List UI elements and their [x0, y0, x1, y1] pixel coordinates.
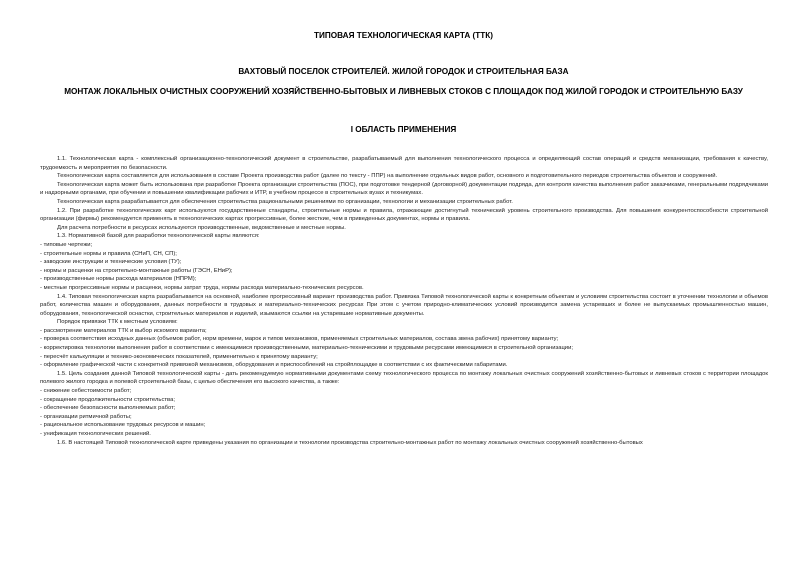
doc-type-heading: ТИПОВАЯ ТЕХНОЛОГИЧЕСКАЯ КАРТА (ТТК)	[314, 31, 493, 40]
list-item: - рассмотрение материалов ТТК и выбор искомого варианта;	[40, 327, 207, 334]
list-item: - сокращение продолжительности строительства;	[40, 396, 175, 403]
paragraph-1-2: 1.2. При разработке технологических карт используются государственные стандарты, строительные нормы и правила, отражающие достигнутый технический уровень строительного производства. Для повышения конкурентоспособности строительной организации (фирмы) рекомендуется применять в технологических картах прогрессивные, более жесткие, чем в приведенных документах, нормы и правила.	[40, 207, 768, 223]
list-item: - заводские инструкции и технические условия (ТУ);	[40, 259, 182, 266]
paragraph-1-5: 1.5. Цель создания данной Типовой технологической карты - дать рекомендуемую нормативными документами схему технологического процесса по монтажу локальных очистных сооружений хозяйственно-бытовых и ливневых стоков с территории площадок полевого жилого городка и полевой строительной базы, с целью обеспечения его высокого качества, а также:	[40, 370, 768, 386]
list-item: - нормы и расценки на строительно-монтажные работы (ГЭСН, ЕНиР);	[40, 267, 233, 274]
paragraph: Технологическая карта разрабатывается для обеспечения строительства рациональными решениями по организации, технологии и механизации строительных работ.	[57, 198, 513, 205]
list-item: - организации ритмичной работы;	[40, 413, 132, 420]
list-item: - обеспечение безопасности выполняемых работ;	[40, 405, 176, 412]
list-item: - оформление графической части с конкретной привязкой механизмов, оборудования и приспособлений на стройплощадке в соответствии с их фактическими габаритами.	[40, 362, 508, 369]
list-item: - снижение себестоимости работ;	[40, 388, 132, 395]
list-item: - типовые чертежи;	[40, 241, 93, 248]
list-item: - строительные нормы и правила (СНиП, СН, СП);	[40, 250, 177, 257]
paragraph-1-3: 1.3. Нормативной базой для разработки технологической карты являются:	[57, 233, 260, 240]
paragraph-1-1: 1.1. Технологическая карта - комплексный организационно-технологический документ в строительстве, разрабатываемый для выполнения технологического процесса и определяющий состав операций и средств механизации, требования к качеству, трудоемкость и мероприятия по безопасности.	[40, 156, 768, 171]
list-item: - производственные нормы расхода материалов (НПРМ);	[40, 276, 197, 283]
paragraph: Технологическая карта составляется для использования в составе Проекта производства работ (далее по тексту - ППР) на выполнение отдельных видов работ, основного и подготовительного периодов строительства объектов и сооружений.	[57, 173, 718, 180]
paragraph-1-6: 1.6. В настоящей Типовой технологической карте приведены указания по организации и технологии производства строительно-монтажных работ по монтажу локальных очистных сооружений хозяйственно-бытовых	[57, 439, 643, 446]
section-heading: I ОБЛАСТЬ ПРИМЕНЕНИЯ	[350, 125, 457, 134]
list-item: - местные прогрессивные нормы и расценки, нормы затрат труда, нормы расхода материально-технических ресурсов.	[40, 284, 364, 291]
list-item: - рациональное использование трудовых ресурсов и машин;	[40, 422, 206, 429]
document-body	[40, 155, 768, 447]
list-item: - корректировка технологии выполнения работ в соответствии с имеющимися производственными, материально-техническими и трудовыми ресурсами имеющимися в строительной организации;	[40, 345, 573, 352]
paragraph-1-4: 1.4. Типовая технологическая карта разрабатывается на основной, наиболее прогрессивный вариант производства работ. Привязка Типовой технологической карты к конкретным объектам и условиям строительства состоит в уточнении технологии и объемов работ, количества машин и оборудования, данных потребности в трудовых и материально-технических ресурсах При этом с учетом природно-климатических условий производится замена устаревших и более не выпускаемых промышленностью машин, оборудования, технологической оснастки, строительных материалов и изделий, изымаются ссылки на устаревшие нормативные документы.	[40, 293, 768, 317]
list-item: - унификация технологических решений.	[40, 431, 151, 437]
list-item: - проверка соответствия исходных данных (объемов работ, норм времени, марок и типов механизмов, применяемых строительных материалов, состава звена рабочих) принятому варианту;	[40, 336, 559, 343]
site-heading: ВАХТОВЫЙ ПОСЕЛОК СТРОИТЕЛЕЙ. ЖИЛОЙ ГОРОДОК И СТРОИТЕЛЬНАЯ БАЗА	[238, 67, 569, 76]
paragraph: Технологическая карта может быть использована при разработке Проекта организации строительства (ПОС), при подготовке тендерной (договорной) документации подряда, для контроля качества выполнения работ заказчиками, генеральными подрядчиками и надзорными органами, при обучении и повышении квалификации рабочих и ИТР, в учебном процессе в строительных вузах и техникумах.	[40, 181, 768, 197]
paragraph: Порядок привязки ТТК к местным условиям:	[57, 319, 178, 326]
subject-heading: МОНТАЖ ЛОКАЛЬНЫХ ОЧИСТНЫХ СООРУЖЕНИЙ ХОЗЯЙСТВЕННО-БЫТОВЫХ И ЛИВНЕВЫХ СТОКОВ С ПЛОЩАДОК ПОД ЖИЛОЙ ГОРОДОК И СТРОИТЕЛЬНУЮ БАЗУ	[64, 87, 743, 96]
list-item: - пересчёт калькуляции и технико-экономических показателей, применительно к принятому варианту;	[40, 353, 318, 360]
paragraph: Для расчета потребности в ресурсах используются производственные, ведомственные и местные нормы.	[57, 224, 346, 231]
